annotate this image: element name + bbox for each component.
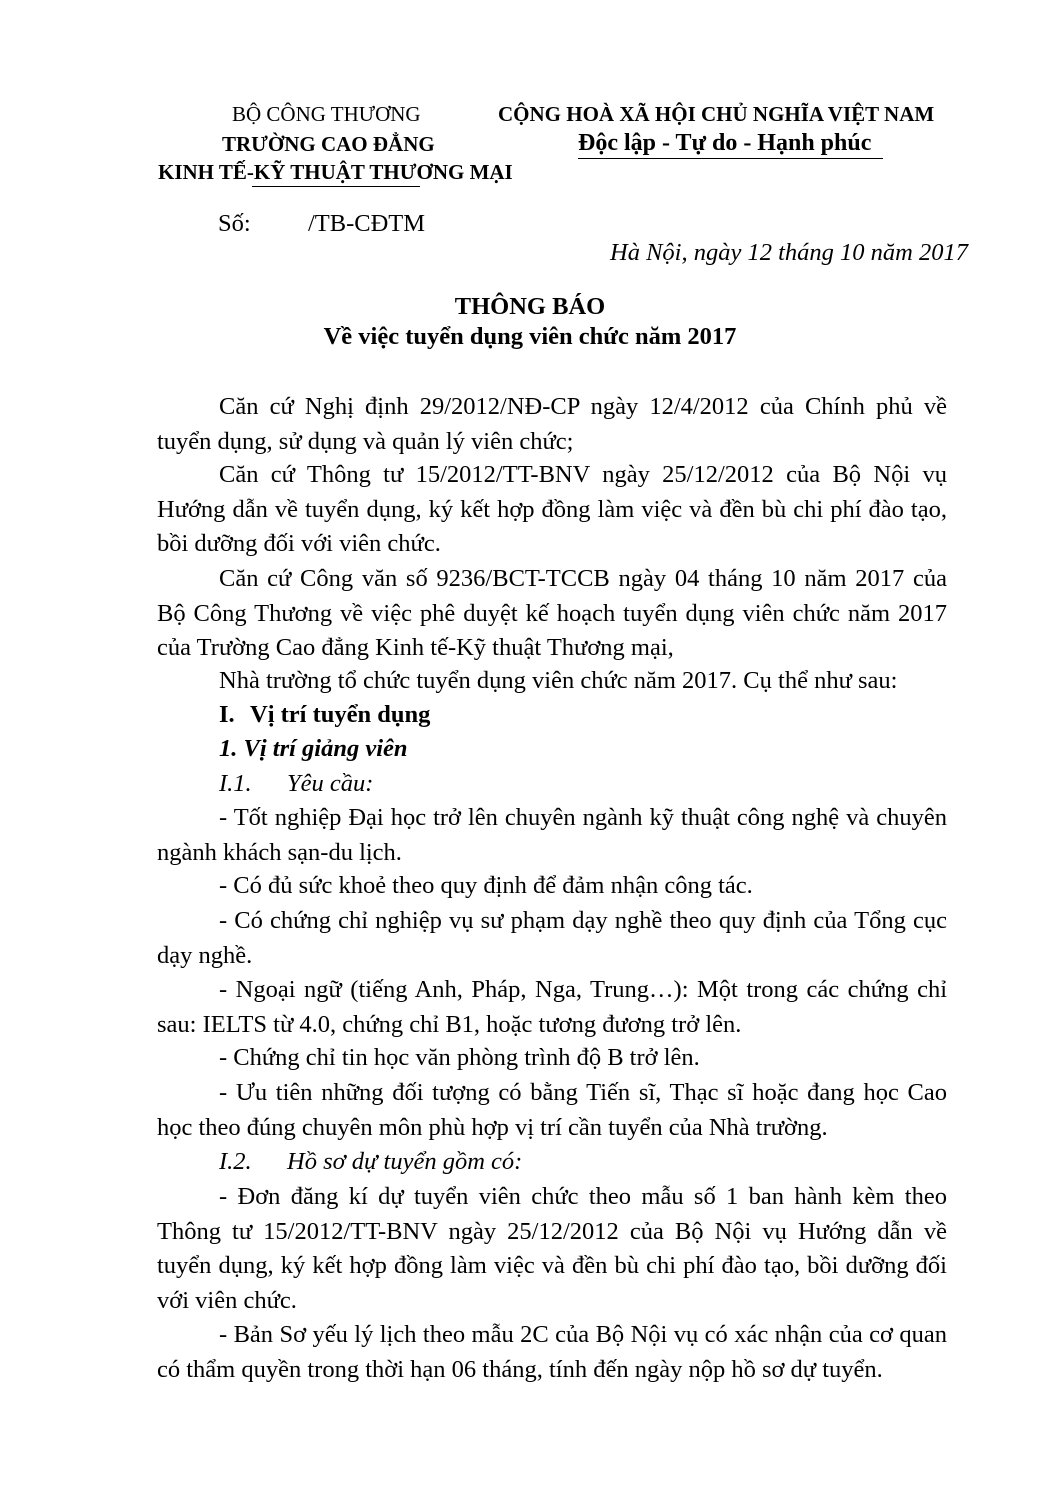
requirements-label: Yêu cầu: xyxy=(287,770,374,797)
school-name-line2: KINH TẾ-KỸ THUẬT THƯƠNG MẠI xyxy=(158,160,513,184)
school-name-line1: TRƯỜNG CAO ĐẲNG xyxy=(222,132,435,156)
basis-paragraph-4: Nhà trường tổ chức tuyển dụng viên chức năm 2017. Cụ thể như sau: xyxy=(219,667,898,694)
subsection-heading: 1. Vị trí giảng viên xyxy=(219,735,408,762)
requirement-item: - Ngoại ngữ (tiếng Anh, Pháp, Nga, Trung…): Một trong các chứng chỉ sau: IELTS từ 4.0, chứng chỉ B1, hoặc tương đương trở lên. xyxy=(157,976,947,1038)
section-heading: Vị trí tuyển dụng xyxy=(250,701,431,728)
document-item: - Đơn đăng kí dự tuyển viên chức theo mẫu số 1 ban hành kèm theo Thông tư 15/2012/TT-BNV ngày 25/12/2012 của Bộ Nội vụ Hướng dẫn về tuyển dụng, ký kết hợp đồng làm việc và đền bù chi phí đào tạo, bồi dưỡng đối với viên chức. xyxy=(157,1183,947,1314)
document-title: THÔNG BÁO xyxy=(454,293,606,320)
place-date: Hà Nội, ngày 12 tháng 10 năm 2017 xyxy=(610,239,968,266)
document-number-label: Số: xyxy=(218,210,251,237)
requirement-item: - Có đủ sức khoẻ theo quy định để đảm nhận công tác. xyxy=(219,872,753,899)
basis-paragraph-2: Căn cứ Thông tư 15/2012/TT-BNV ngày 25/12/2012 của Bộ Nội vụ Hướng dẫn về tuyển dụng, ký kết hợp đồng làm việc và đền bù chi phí đào tạo, bồi dưỡng đối với viên chức. xyxy=(157,461,947,557)
document-subtitle: Về việc tuyển dụng viên chức năm 2017 xyxy=(323,323,737,350)
requirement-item: - Ưu tiên những đối tượng có bằng Tiến sĩ, Thạc sĩ hoặc đang học Cao học theo đúng chuyên môn phù hợp vị trí cần tuyển của Nhà trường. xyxy=(157,1079,947,1141)
ministry-name: BỘ CÔNG THƯƠNG xyxy=(232,102,421,126)
left-header-underline xyxy=(252,186,420,187)
national-motto: Độc lập - Tự do - Hạnh phúc xyxy=(578,130,872,156)
requirements-number: I.1. xyxy=(219,770,252,797)
country-name: CỘNG HOÀ XÃ HỘI CHỦ NGHĨA VIỆT NAM xyxy=(498,102,935,126)
document-item: - Bản Sơ yếu lý lịch theo mẫu 2C của Bộ Nội vụ có xác nhận của cơ quan có thẩm quyền trong thời hạn 06 tháng, tính đến ngày nộp hồ sơ dự tuyển. xyxy=(157,1321,947,1383)
requirement-item: - Chứng chỉ tin học văn phòng trình độ B trở lên. xyxy=(219,1044,700,1071)
documents-label: Hồ sơ dự tuyển gồm có: xyxy=(287,1148,523,1175)
document-number-suffix: /TB-CĐTM xyxy=(308,210,426,237)
motto-underline xyxy=(578,158,883,159)
section-numeral: I. xyxy=(219,701,235,728)
basis-paragraph-3: Căn cứ Công văn số 9236/BCT-TCCB ngày 04 tháng 10 năm 2017 của Bộ Công Thương về việc phê duyệt kế hoạch tuyển dụng viên chức năm 2017 của Trường Cao đẳng Kinh tế-Kỹ thuật Thương mại, xyxy=(157,565,947,661)
basis-paragraph-1: Căn cứ Nghị định 29/2012/NĐ-CP ngày 12/4/2012 của Chính phủ về tuyển dụng, sử dụng và quản lý viên chức; xyxy=(157,393,947,455)
requirement-item: - Tốt nghiệp Đại học trở lên chuyên ngành kỹ thuật công nghệ và chuyên ngành khách sạn-du lịch. xyxy=(157,804,947,866)
documents-number: I.2. xyxy=(219,1148,252,1175)
requirement-item: - Có chứng chỉ nghiệp vụ sư phạm dạy nghề theo quy định của Tổng cục dạy nghề. xyxy=(157,907,947,969)
